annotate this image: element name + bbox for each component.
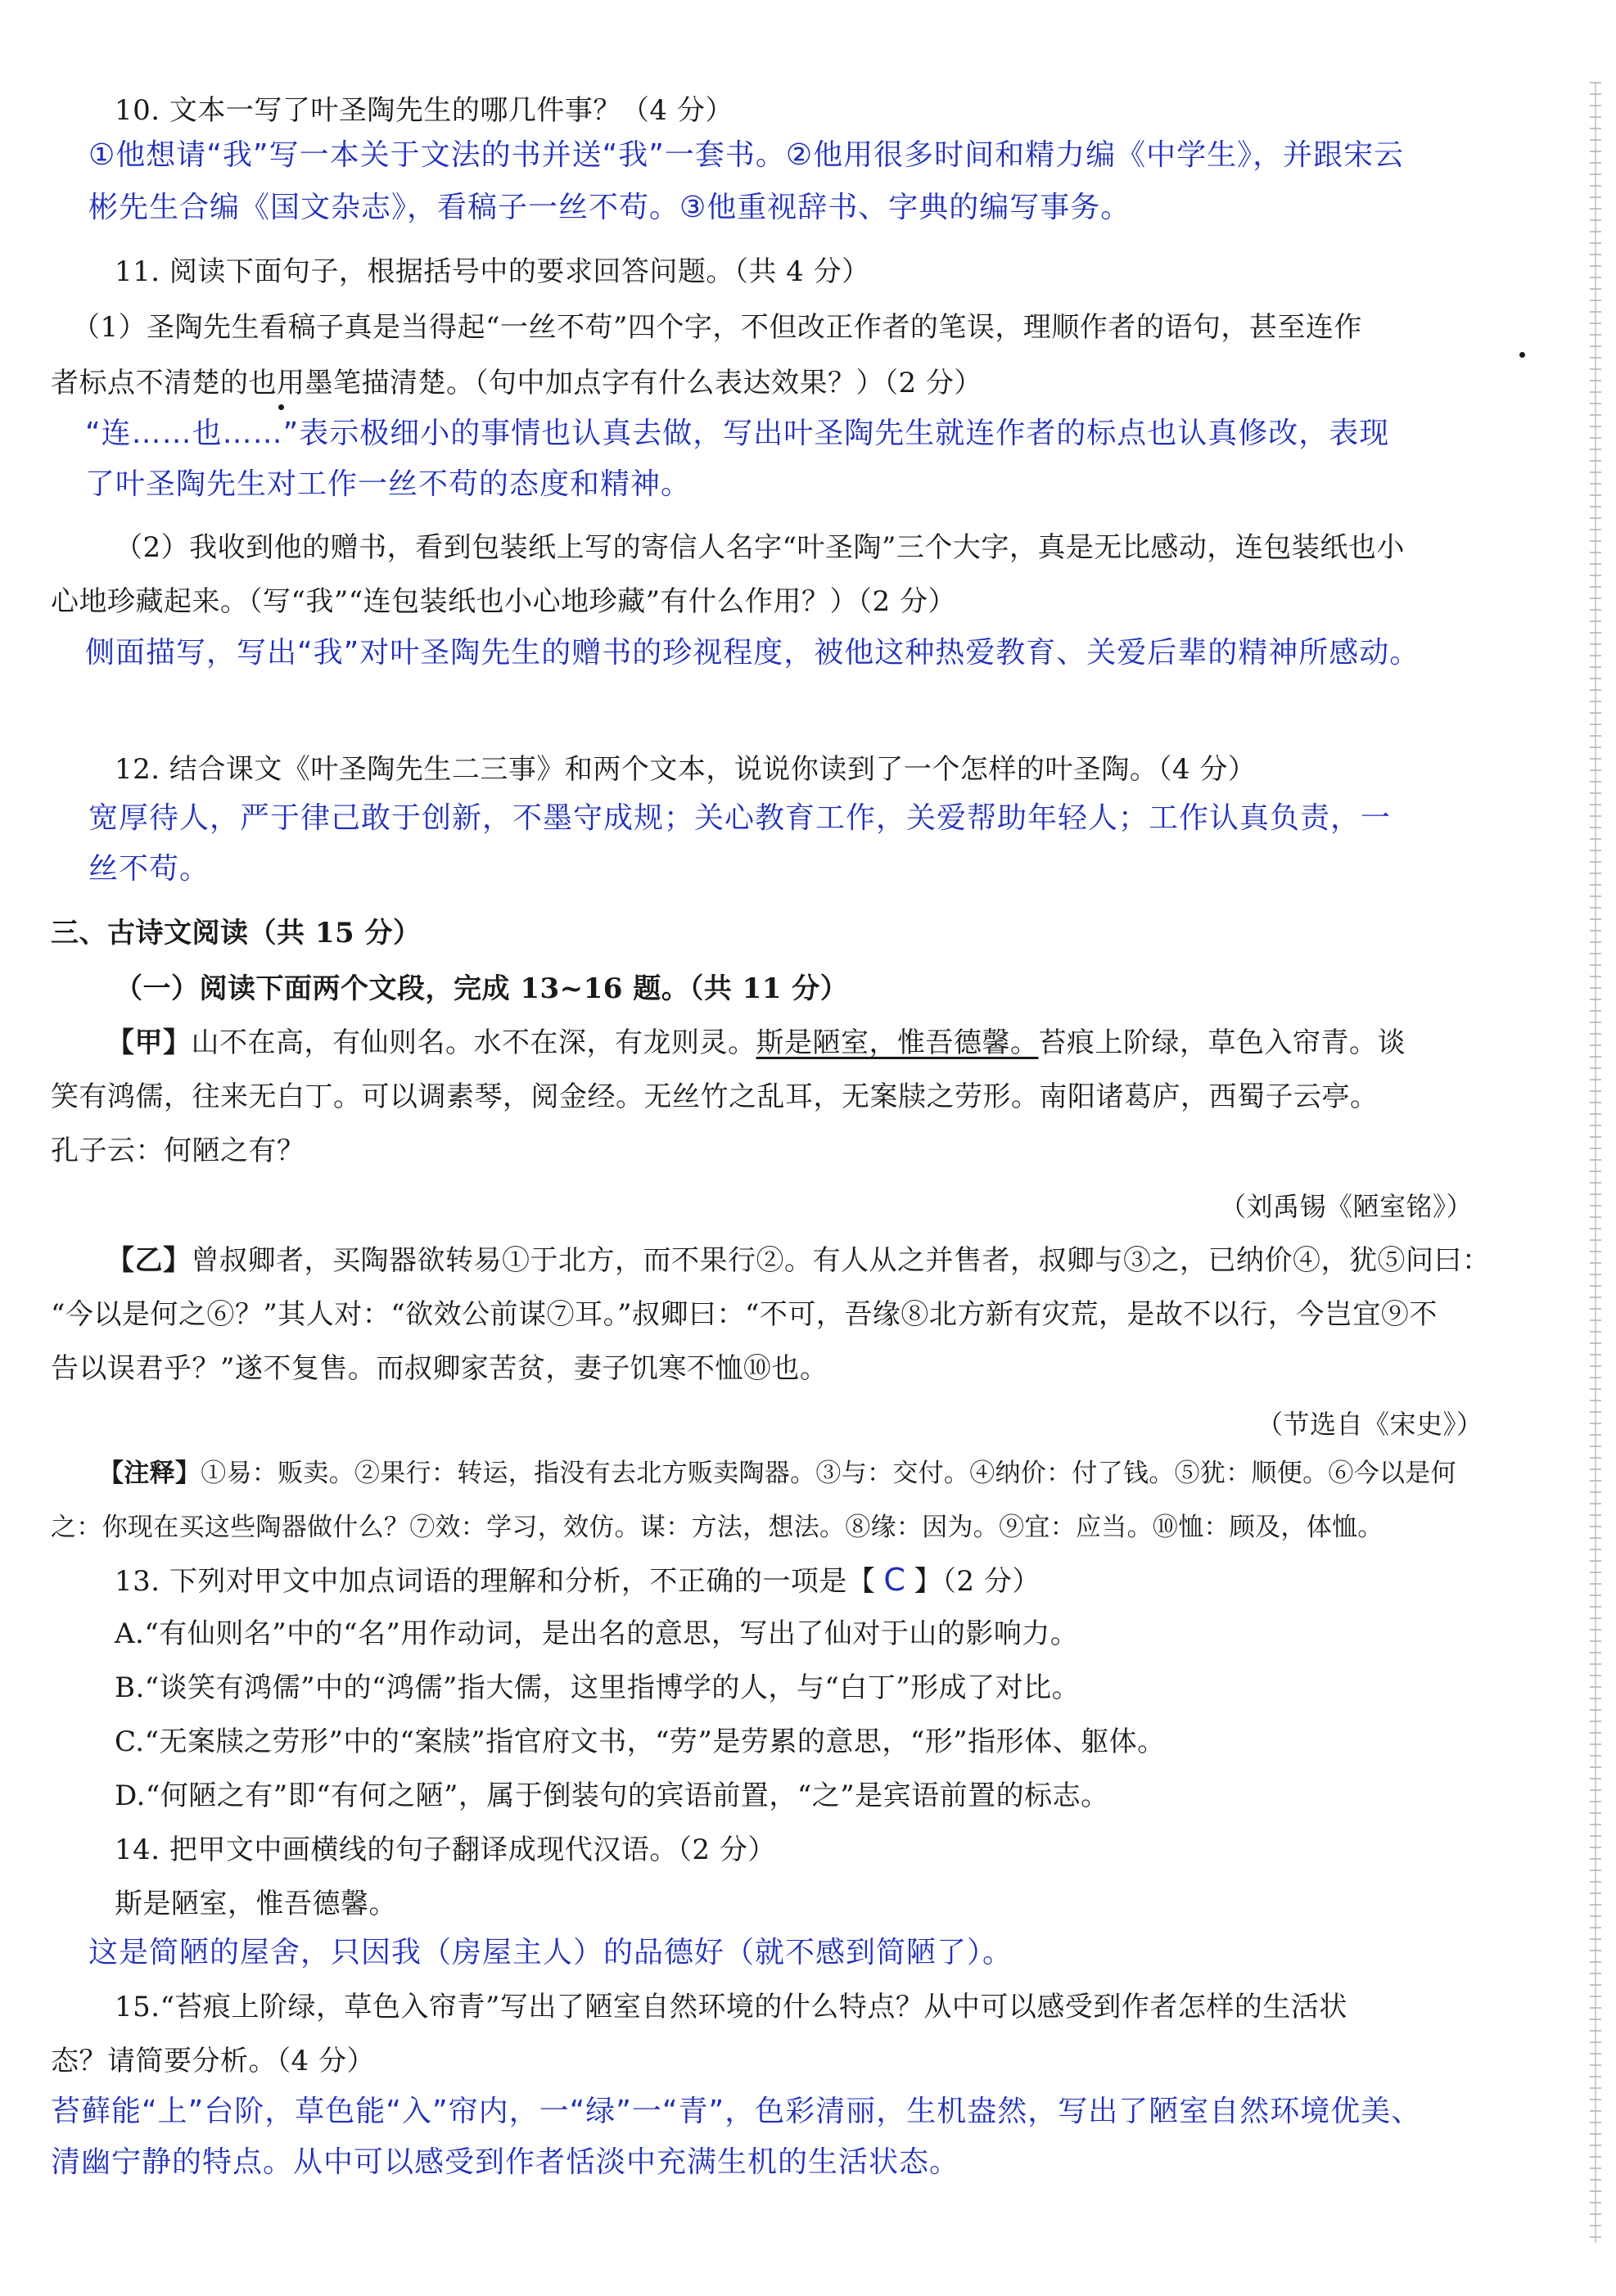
q10-question: 10. 文本一写了叶圣陶先生的哪几件事？（4 分） — [115, 94, 734, 127]
notes-line-1 — [98, 1455, 1456, 1491]
q15-question-line-2: 态？请简要分析。（4 分） — [51, 2045, 375, 2077]
q13-answer: C — [883, 1562, 906, 1598]
q11-part2-answer: 侧面描写，写出“我”对叶圣陶先生的赠书的珍视程度，被他这种热爱教育、关爱后辈的精神所感动。 — [85, 636, 1420, 670]
passage-jia-source: （刘禹锡《陋室铭》） — [1220, 1191, 1474, 1222]
emphasis-dot — [278, 404, 284, 410]
binding-edge-pattern — [1590, 82, 1601, 2243]
q13-question-text: 13. 下列对甲文中加点词语的理解和分析，不正确的一项是【 — [115, 1565, 876, 1598]
q10-answer-line-1: ①他想请“我”写一本关于文法的书并送“我”一套书。②他用很多时间和精力编《中学生》，并跟宋云 — [88, 138, 1405, 172]
q13-option-b: B.“谈笑有鸿儒”中的“鸿儒”指大儒，这里指博学的人，与“白丁”形成了对比。 — [115, 1671, 1081, 1704]
q12-answer-line-1: 宽厚待人，严于律己敢于创新，不墨守成规；关心教育工作，关爱帮助年轻人；工作认真负责，一 — [88, 801, 1392, 835]
passage-yi-label: 【乙】 — [106, 1244, 192, 1277]
passage-jia-label: 【甲】 — [106, 1026, 192, 1059]
q13-score: 】（2 分） — [914, 1565, 1040, 1598]
passage-yi-line-1 — [106, 1243, 1491, 1279]
q15-answer-line-1: 苔藓能“上”台阶，草色能“入”帘内，一“绿”一“青”，色彩清丽，生机盎然，写出了陋室自然环境优美、 — [51, 2095, 1422, 2128]
q12-answer-line-2: 丝不苟。 — [88, 852, 210, 886]
q15-answer-line-2: 清幽宁静的特点。从中可以感受到作者恬淡中充满生机的生活状态。 — [51, 2145, 960, 2179]
passage-yi-text-1: 曾叔卿者，买陶器欲转易①于北方，而不果行②。有人从之并售者，叔卿与③之，已纳价④，犹⑤问曰： — [191, 1244, 1491, 1277]
passage-yi-line-3: 告以误君乎？”遂不复售。而叔卿家苦贫，妻子饥寒不恤⑩也。 — [51, 1352, 828, 1385]
q14-sentence: 斯是陋室，惟吾德馨。 — [115, 1888, 397, 1920]
q13-option-a: A.“有仙则名”中的“名”用作动词，是出名的意思，写出了仙对于山的影响力。 — [115, 1617, 1079, 1650]
q11-part1-answer-line-2: 了叶圣陶先生对工作一丝不苟的态度和精神。 — [85, 467, 692, 501]
q14-question: 14. 把甲文中画横线的句子翻译成现代汉语。（2 分） — [115, 1834, 776, 1866]
q13-question — [115, 1562, 1040, 1599]
q13-option-d: D.“何陋之有”即“有何之陋”，属于倒装句的宾语前置，“之”是宾语前置的标志。 — [115, 1780, 1109, 1812]
passage-yi-line-2: “今以是何之⑥？”其人对：“欲效公前谋⑦耳。”叔卿曰：“不可，吾缘⑧北方新有灾荒，是故不以行，今岂宜⑨不 — [51, 1298, 1438, 1331]
q12-question: 12. 结合课文《叶圣陶先生二三事》和两个文本，说说你读到了一个怎样的叶圣陶。（4 分） — [115, 753, 1257, 786]
q11-part1-answer-line-1: “连……也……”表示极细小的事情也认真去做，写出叶圣陶先生就连作者的标点也认真修改，表现 — [85, 417, 1390, 450]
passage-jia-text-a: 山不在高，有仙则名。水不在深，有龙则灵。 — [191, 1026, 756, 1059]
passage-jia-line-1 — [106, 1025, 1406, 1061]
q11-part2-line-2: 心地珍藏起来。（写“我”“连包装纸也小心地珍藏”有什么作用？）（2 分） — [51, 585, 956, 618]
passage-jia-underlined-sentence: 斯是陋室，惟吾德馨。 — [756, 1026, 1039, 1059]
notes-line-2: 之：你现在买这些陶器做什么？⑦效：学习，效仿。谋：方法，想法。⑧缘：因为。⑨宜：应当。⑩恤：顾及，体恤。 — [51, 1513, 1384, 1542]
q11-part1-line-1: （1）圣陶先生看稿子真是当得起“一丝不苟”四个字，不但改正作者的笔误，理顺作者的语句，甚至连作 — [72, 311, 1362, 344]
q13-option-c: C.“无案牍之劳形”中的“案牍”指官府文书，“劳”是劳累的意思，“形”指形体、躯体。 — [115, 1725, 1166, 1758]
passage-jia-line-2: 笑有鸿儒，往来无白丁。可以调素琴，阅金经。无丝竹之乱耳，无案牍之劳形。南阳诸葛庐，西蜀子云亭。 — [51, 1080, 1379, 1113]
notes-text-1: ①易：贩卖。②果行：转运，指没有去北方贩卖陶器。③与：交付。④纳价：付了钱。⑤犹：顺便。⑥今以是何 — [201, 1459, 1456, 1488]
q14-answer: 这是简陋的屋舍，只因我（房屋主人）的品德好（就不感到简陋了）。 — [88, 1936, 1013, 1969]
q11-part2-line-1: （2）我收到他的赠书，看到包装纸上写的寄信人名字“叶圣陶”三个大字，真是无比感动，连包装纸也小 — [115, 531, 1405, 564]
section-3-subtitle: （一）阅读下面两个文段，完成 13~16 题。（共 11 分） — [115, 972, 849, 1005]
emphasis-dot — [1519, 352, 1525, 358]
notes-label: 【注释】 — [98, 1459, 201, 1488]
q11-question: 11. 阅读下面句子，根据括号中的要求回答问题。（共 4 分） — [115, 255, 870, 288]
passage-jia-line-3: 孔子云：何陋之有？ — [51, 1134, 305, 1167]
passage-yi-source: （节选自《宋史》） — [1257, 1409, 1483, 1440]
q11-part1-line-2: 者标点不清楚的也用墨笔描清楚。（句中加点字有什么表达效果？）（2 分） — [51, 367, 982, 399]
q15-question-line-1: 15.“苔痕上阶绿，草色入帘青”写出了陋室自然环境的什么特点？从中可以感受到作者怎样的生活状 — [115, 1991, 1347, 2023]
q10-answer-line-2: 彬先生合编《国文杂志》，看稿子一丝不苟。③他重视辞书、字典的编写事务。 — [88, 191, 1131, 224]
passage-jia-text-b: 苔痕上阶绿，草色入帘青。谈 — [1038, 1026, 1406, 1059]
section-3-title: 三、古诗文阅读（共 15 分） — [51, 917, 422, 950]
